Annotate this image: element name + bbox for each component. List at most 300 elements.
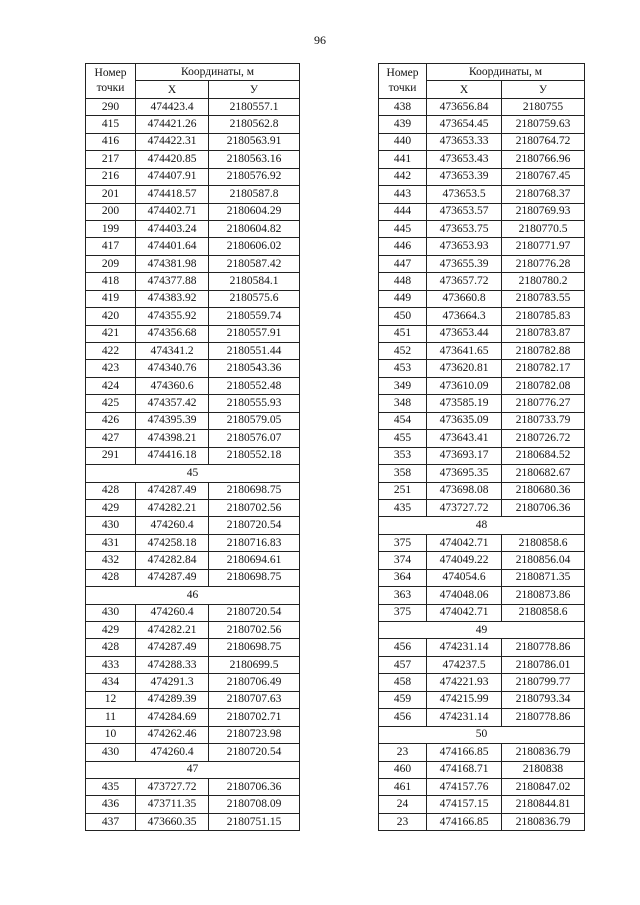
y-coordinate-cell: 2180780.2 [502, 273, 585, 290]
y-coordinate-cell: 2180563.16 [209, 151, 300, 168]
point-number-cell: 209 [86, 255, 136, 272]
y-coordinate-cell: 2180552.48 [209, 377, 300, 394]
y-coordinate-cell: 2180552.18 [209, 447, 300, 464]
point-number-cell: 374 [379, 552, 427, 569]
x-coordinate-cell: 474381.98 [136, 255, 209, 272]
coordinates-header: Координаты, м [427, 64, 585, 81]
y-coordinate-cell: 2180543.36 [209, 360, 300, 377]
table-row [86, 569, 300, 586]
y-coordinate-cell: 2180764.72 [502, 133, 585, 150]
table-row [379, 151, 585, 168]
x-coordinate-cell: 473653.43 [427, 151, 502, 168]
point-number-cell: 430 [86, 744, 136, 761]
table-row [86, 691, 300, 708]
y-coordinate-cell: 2180733.79 [502, 412, 585, 429]
table-row [379, 674, 585, 691]
table-row [86, 308, 300, 325]
x-coordinate-cell: 473656.84 [427, 98, 502, 115]
point-number-cell: 435 [379, 499, 427, 516]
point-number-cell: 448 [379, 273, 427, 290]
x-coordinate-cell: 474288.33 [136, 656, 209, 673]
x-coordinate-cell: 473654.45 [427, 116, 502, 133]
y-coordinate-cell: 2180723.98 [209, 726, 300, 743]
x-coordinate-cell: 474357.42 [136, 395, 209, 412]
y-coordinate-cell: 2180766.96 [502, 151, 585, 168]
y-coordinate-cell: 2180716.83 [209, 534, 300, 551]
table-row [86, 273, 300, 290]
page-number: 96 [314, 33, 326, 47]
y-coordinate-cell: 2180563.91 [209, 133, 300, 150]
y-coordinate-cell: 2180783.87 [502, 325, 585, 342]
y-coordinate-cell: 2180680.36 [502, 482, 585, 499]
x-coordinate-cell: 474423.4 [136, 98, 209, 115]
x-coordinate-cell: 474282.21 [136, 499, 209, 516]
y-coordinate-cell: 2180579.05 [209, 412, 300, 429]
table-row [379, 778, 585, 795]
x-coordinate-cell: 474048.06 [427, 587, 502, 604]
x-coordinate-cell: 473727.72 [136, 778, 209, 795]
x-coordinate-cell: 474401.64 [136, 238, 209, 255]
x-coordinate-cell: 473620.81 [427, 360, 502, 377]
x-coordinate-cell: 473653.39 [427, 168, 502, 185]
y-coordinate-cell: 2180698.75 [209, 639, 300, 656]
point-number-cell: 422 [86, 343, 136, 360]
point-number-cell: 358 [379, 465, 427, 482]
y-coordinate-cell: 2180776.27 [502, 395, 585, 412]
point-number-cell: 434 [86, 674, 136, 691]
y-coordinate-cell: 2180702.71 [209, 709, 300, 726]
table-row [379, 255, 585, 272]
table-row [86, 447, 300, 464]
table-row [86, 395, 300, 412]
table-row [379, 360, 585, 377]
section-number: 50 [379, 726, 585, 743]
y-coordinate-cell: 2180770.5 [502, 220, 585, 237]
x-coordinate-cell: 474231.14 [427, 709, 502, 726]
point-number-cell: 428 [86, 482, 136, 499]
y-coordinate-cell: 2180767.45 [502, 168, 585, 185]
y-coordinate-cell: 2180799.77 [502, 674, 585, 691]
point-number-cell: 364 [379, 569, 427, 586]
table-row [86, 325, 300, 342]
point-number-cell: 251 [379, 482, 427, 499]
x-coordinate-cell: 474260.4 [136, 744, 209, 761]
y-coordinate-cell: 2180694.61 [209, 552, 300, 569]
y-header: У [209, 81, 300, 98]
left-table-body [86, 98, 300, 830]
y-coordinate-cell: 2180587.8 [209, 186, 300, 203]
x-coordinate-cell: 473695.35 [427, 465, 502, 482]
point-number-cell: 453 [379, 360, 427, 377]
table-row [86, 255, 300, 272]
point-number-cell: 432 [86, 552, 136, 569]
table-row [379, 465, 585, 482]
x-coordinate-cell: 473610.09 [427, 377, 502, 394]
table-row [379, 395, 585, 412]
point-number-cell: 417 [86, 238, 136, 255]
y-coordinate-cell: 2180847.02 [502, 778, 585, 795]
y-coordinate-cell: 2180844.81 [502, 796, 585, 813]
table-row [86, 622, 300, 639]
table-row [86, 499, 300, 516]
x-coordinate-cell: 474260.4 [136, 517, 209, 534]
point-number-cell: 429 [86, 622, 136, 639]
y-coordinate-cell: 2180782.08 [502, 377, 585, 394]
x-coordinate-cell: 474356.68 [136, 325, 209, 342]
table-row [86, 482, 300, 499]
table-row [86, 709, 300, 726]
point-number-header [379, 64, 427, 99]
right-table-body [379, 98, 585, 830]
point-number-cell: 447 [379, 255, 427, 272]
y-coordinate-cell: 2180751.15 [209, 813, 300, 830]
y-coordinate-cell: 2180706.36 [502, 499, 585, 516]
point-number-cell: 455 [379, 430, 427, 447]
y-coordinate-cell: 2180759.63 [502, 116, 585, 133]
table-row [379, 744, 585, 761]
x-coordinate-cell: 474260.4 [136, 604, 209, 621]
x-coordinate-cell: 474282.84 [136, 552, 209, 569]
point-number-cell: 458 [379, 674, 427, 691]
point-number-cell: 348 [379, 395, 427, 412]
point-number-cell: 427 [86, 430, 136, 447]
table-row [379, 639, 585, 656]
table-row [379, 133, 585, 150]
y-coordinate-cell: 2180836.79 [502, 744, 585, 761]
table-row [86, 186, 300, 203]
table-row [86, 203, 300, 220]
y-coordinate-cell: 2180702.56 [209, 499, 300, 516]
x-coordinate-cell: 474360.6 [136, 377, 209, 394]
y-coordinate-cell: 2180559.74 [209, 308, 300, 325]
point-number-cell: 428 [86, 569, 136, 586]
point-number-cell: 443 [379, 186, 427, 203]
table-row [379, 604, 585, 621]
x-coordinate-cell: 474291.3 [136, 674, 209, 691]
point-number-cell: 10 [86, 726, 136, 743]
y-coordinate-cell: 2180755 [502, 98, 585, 115]
y-coordinate-cell: 2180706.36 [209, 778, 300, 795]
x-coordinate-cell: 474421.26 [136, 116, 209, 133]
point-number-cell: 441 [379, 151, 427, 168]
x-coordinate-cell: 474377.88 [136, 273, 209, 290]
x-coordinate-cell: 473653.44 [427, 325, 502, 342]
x-coordinate-cell: 473635.09 [427, 412, 502, 429]
point-number-cell: 456 [379, 639, 427, 656]
table-row [379, 343, 585, 360]
point-number-cell: 291 [86, 447, 136, 464]
x-coordinate-cell: 474287.49 [136, 569, 209, 586]
y-coordinate-cell: 2180576.07 [209, 430, 300, 447]
x-coordinate-cell: 473711.35 [136, 796, 209, 813]
x-coordinate-cell: 473693.17 [427, 447, 502, 464]
point-number-cell: 437 [86, 813, 136, 830]
y-header: У [502, 81, 585, 98]
point-number-cell: 375 [379, 604, 427, 621]
point-number-cell: 199 [86, 220, 136, 237]
point-number-cell: 446 [379, 238, 427, 255]
x-coordinate-cell: 473653.93 [427, 238, 502, 255]
x-coordinate-cell: 474422.31 [136, 133, 209, 150]
x-coordinate-cell: 474418.57 [136, 186, 209, 203]
table-row [379, 98, 585, 115]
x-coordinate-cell: 473727.72 [427, 499, 502, 516]
x-coordinate-cell: 474287.49 [136, 639, 209, 656]
coordinates-table-right [378, 63, 585, 831]
x-coordinate-cell: 474355.92 [136, 308, 209, 325]
table-row [379, 203, 585, 220]
y-coordinate-cell: 2180576.92 [209, 168, 300, 185]
y-coordinate-cell: 2180708.09 [209, 796, 300, 813]
point-number-cell: 445 [379, 220, 427, 237]
table-row [379, 761, 585, 778]
point-number-cell: 430 [86, 517, 136, 534]
point-number-cell: 425 [86, 395, 136, 412]
point-number-cell: 12 [86, 691, 136, 708]
table-row [86, 656, 300, 673]
x-coordinate-cell: 474042.71 [427, 534, 502, 551]
x-coordinate-cell: 474287.49 [136, 482, 209, 499]
point-number-cell: 438 [379, 98, 427, 115]
x-coordinate-cell: 473653.75 [427, 220, 502, 237]
table-row [86, 726, 300, 743]
x-coordinate-cell: 474054.6 [427, 569, 502, 586]
x-coordinate-cell: 474258.18 [136, 534, 209, 551]
x-coordinate-cell: 474168.71 [427, 761, 502, 778]
table-row [379, 238, 585, 255]
table-row [86, 360, 300, 377]
point-number-cell: 449 [379, 290, 427, 307]
table-row [86, 744, 300, 761]
point-number-cell: 421 [86, 325, 136, 342]
x-coordinate-cell: 474395.39 [136, 412, 209, 429]
table-row [379, 430, 585, 447]
table-row [379, 220, 585, 237]
point-number-cell: 440 [379, 133, 427, 150]
point-number-cell: 451 [379, 325, 427, 342]
y-coordinate-cell: 2180698.75 [209, 569, 300, 586]
y-coordinate-cell: 2180707.63 [209, 691, 300, 708]
y-coordinate-cell: 2180726.72 [502, 430, 585, 447]
table-row [86, 674, 300, 691]
y-coordinate-cell: 2180776.28 [502, 255, 585, 272]
table-row [86, 517, 300, 534]
table-row [379, 116, 585, 133]
point-number-cell: 452 [379, 343, 427, 360]
x-header: Х [427, 81, 502, 98]
y-coordinate-cell: 2180838 [502, 761, 585, 778]
point-number-cell: 460 [379, 761, 427, 778]
point-number-cell: 415 [86, 116, 136, 133]
x-coordinate-cell: 474166.85 [427, 744, 502, 761]
point-number-cell: 430 [86, 604, 136, 621]
x-coordinate-cell: 474340.76 [136, 360, 209, 377]
table-row [379, 552, 585, 569]
section-number: 49 [379, 622, 585, 639]
point-number-cell: 416 [86, 133, 136, 150]
table-row [86, 98, 300, 115]
table-row [379, 534, 585, 551]
table-row [86, 151, 300, 168]
table-row [86, 116, 300, 133]
point-number-cell: 442 [379, 168, 427, 185]
section-number: 48 [379, 517, 585, 534]
coordinates-header: Координаты, м [136, 64, 300, 81]
section-number: 46 [86, 587, 300, 604]
section-row [86, 761, 300, 778]
y-coordinate-cell: 2180698.75 [209, 482, 300, 499]
point-number-cell: 23 [379, 813, 427, 830]
table-row [379, 325, 585, 342]
section-number: 45 [86, 465, 300, 482]
x-coordinate-cell: 474157.76 [427, 778, 502, 795]
point-number-cell: 11 [86, 709, 136, 726]
point-number-cell: 454 [379, 412, 427, 429]
y-coordinate-cell: 2180584.1 [209, 273, 300, 290]
y-coordinate-cell: 2180778.86 [502, 709, 585, 726]
table-row [86, 168, 300, 185]
x-coordinate-cell: 474289.39 [136, 691, 209, 708]
point-number-cell: 420 [86, 308, 136, 325]
y-coordinate-cell: 2180557.91 [209, 325, 300, 342]
table-row [86, 238, 300, 255]
y-coordinate-cell: 2180575.6 [209, 290, 300, 307]
x-coordinate-cell: 474237.5 [427, 656, 502, 673]
point-number-cell: 200 [86, 203, 136, 220]
y-coordinate-cell: 2180769.93 [502, 203, 585, 220]
y-coordinate-cell: 2180699.5 [209, 656, 300, 673]
point-number-cell: 375 [379, 534, 427, 551]
y-coordinate-cell: 2180720.54 [209, 604, 300, 621]
section-row [86, 587, 300, 604]
x-coordinate-cell: 474215.99 [427, 691, 502, 708]
x-coordinate-cell: 473657.72 [427, 273, 502, 290]
point-number-header-text: Номер точки [94, 66, 127, 94]
table-row [379, 168, 585, 185]
point-number-cell: 424 [86, 377, 136, 394]
point-number-cell: 450 [379, 308, 427, 325]
x-coordinate-cell: 474042.71 [427, 604, 502, 621]
x-coordinate-cell: 473653.57 [427, 203, 502, 220]
point-number-cell: 431 [86, 534, 136, 551]
x-coordinate-cell: 473660.35 [136, 813, 209, 830]
y-coordinate-cell: 2180706.49 [209, 674, 300, 691]
table-row [379, 691, 585, 708]
table-row [86, 534, 300, 551]
table-row [86, 604, 300, 621]
table-row [86, 220, 300, 237]
table-row [379, 412, 585, 429]
x-coordinate-cell: 473585.19 [427, 395, 502, 412]
y-coordinate-cell: 2180873.86 [502, 587, 585, 604]
x-coordinate-cell: 474157.15 [427, 796, 502, 813]
x-coordinate-cell: 473643.41 [427, 430, 502, 447]
point-number-cell: 456 [379, 709, 427, 726]
x-coordinate-cell: 474049.22 [427, 552, 502, 569]
table-row [379, 499, 585, 516]
y-coordinate-cell: 2180858.6 [502, 534, 585, 551]
y-coordinate-cell: 2180782.17 [502, 360, 585, 377]
section-number: 47 [86, 761, 300, 778]
y-coordinate-cell: 2180551.44 [209, 343, 300, 360]
x-coordinate-cell: 474282.21 [136, 622, 209, 639]
section-row [86, 465, 300, 482]
table-row [86, 796, 300, 813]
table-row [379, 186, 585, 203]
y-coordinate-cell: 2180786.01 [502, 656, 585, 673]
table-row [379, 569, 585, 586]
y-coordinate-cell: 2180771.97 [502, 238, 585, 255]
point-number-cell: 461 [379, 778, 427, 795]
table-row [379, 587, 585, 604]
table-row [86, 412, 300, 429]
section-row [379, 622, 585, 639]
x-coordinate-cell: 473641.65 [427, 343, 502, 360]
y-coordinate-cell: 2180778.86 [502, 639, 585, 656]
table-row [379, 273, 585, 290]
y-coordinate-cell: 2180562.8 [209, 116, 300, 133]
table-row [379, 377, 585, 394]
point-number-cell: 216 [86, 168, 136, 185]
table-row [379, 308, 585, 325]
x-coordinate-cell: 474402.71 [136, 203, 209, 220]
y-coordinate-cell: 2180684.52 [502, 447, 585, 464]
point-number-cell: 439 [379, 116, 427, 133]
x-coordinate-cell: 474420.85 [136, 151, 209, 168]
y-coordinate-cell: 2180702.56 [209, 622, 300, 639]
point-number-cell: 217 [86, 151, 136, 168]
table-row [86, 290, 300, 307]
x-coordinate-cell: 473660.8 [427, 290, 502, 307]
point-number-cell: 428 [86, 639, 136, 656]
y-coordinate-cell: 2180856.04 [502, 552, 585, 569]
point-number-cell: 418 [86, 273, 136, 290]
y-coordinate-cell: 2180587.42 [209, 255, 300, 272]
point-number-cell: 201 [86, 186, 136, 203]
x-coordinate-cell: 473653.5 [427, 186, 502, 203]
point-number-cell: 363 [379, 587, 427, 604]
table-row [86, 813, 300, 830]
point-number-cell: 435 [86, 778, 136, 795]
point-number-cell: 353 [379, 447, 427, 464]
y-coordinate-cell: 2180858.6 [502, 604, 585, 621]
x-coordinate-cell: 473655.39 [427, 255, 502, 272]
y-coordinate-cell: 2180604.82 [209, 220, 300, 237]
coordinates-table-left [85, 63, 300, 831]
point-number-cell: 457 [379, 656, 427, 673]
section-row [379, 517, 585, 534]
y-coordinate-cell: 2180604.29 [209, 203, 300, 220]
y-coordinate-cell: 2180555.93 [209, 395, 300, 412]
x-coordinate-cell: 473698.08 [427, 482, 502, 499]
x-coordinate-cell: 474221.93 [427, 674, 502, 691]
x-coordinate-cell: 474407.91 [136, 168, 209, 185]
x-coordinate-cell: 474416.18 [136, 447, 209, 464]
table-row [86, 430, 300, 447]
y-coordinate-cell: 2180606.02 [209, 238, 300, 255]
point-number-cell: 426 [86, 412, 136, 429]
table-row [86, 778, 300, 795]
table-row [379, 290, 585, 307]
y-coordinate-cell: 2180783.55 [502, 290, 585, 307]
section-row [379, 726, 585, 743]
point-number-header [86, 64, 136, 99]
point-number-header-text: Номер точки [386, 66, 419, 94]
point-number-cell: 24 [379, 796, 427, 813]
table-row [379, 656, 585, 673]
point-number-cell: 349 [379, 377, 427, 394]
y-coordinate-cell: 2180682.67 [502, 465, 585, 482]
